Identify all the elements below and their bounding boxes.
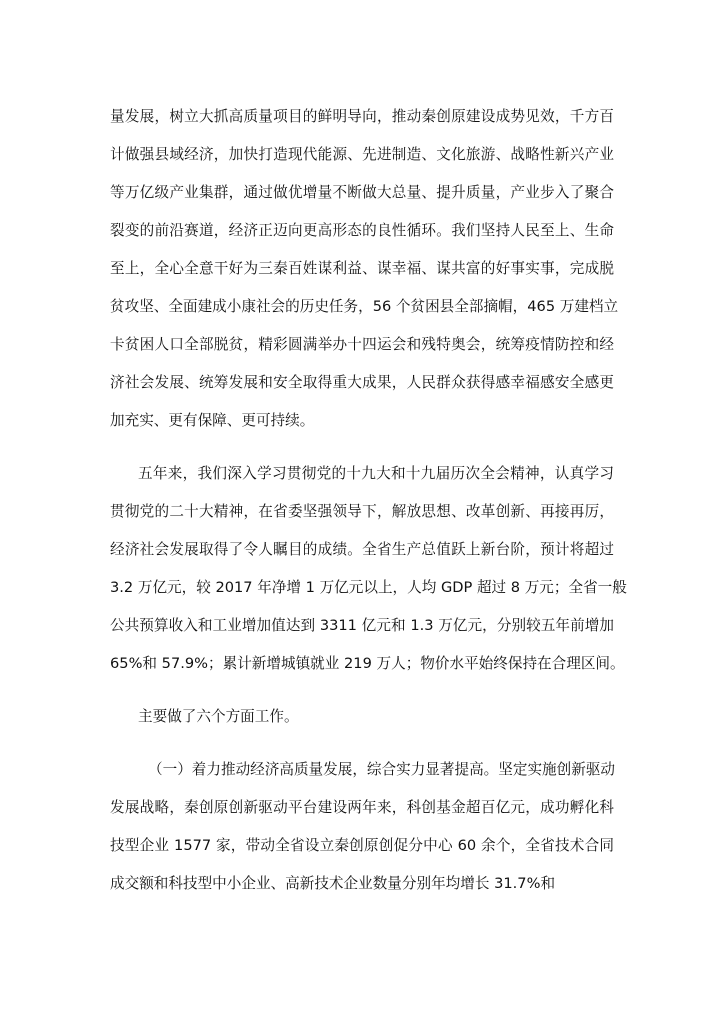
- paragraph-2-line-5: 公共预算收入和工业增加值达到 3311 亿元和 1.3 万亿元，分别较五年前增加: [110, 617, 614, 634]
- paragraph-1-line-7: 卡贫困人口全部脱贫，精彩圆满举办十四运会和残特奥会，统筹疫情防控和经: [110, 336, 614, 353]
- paragraph-1-line-3: 等万亿级产业集群，通过做优增量不断做大总量、提升质量，产业步入了聚合: [110, 184, 614, 201]
- paragraph-1-line-1: 量发展，树立大抓高质量项目的鲜明导向，推动秦创原建设成势见效，千方百: [110, 108, 614, 125]
- paragraph-2-line-2: 贯彻党的二十大精神，在省委坚强领导下，解放思想、改革创新、再接再厉，: [110, 503, 614, 520]
- paragraph-1-line-4: 裂变的前沿赛道，经济正迈向更高形态的良性循环。我们坚持人民至上、生命: [110, 222, 614, 239]
- paragraph-2-line-6: 65%和 57.9%；累计新增城镇就业 219 万人；物价水平始终保持在合理区间。: [110, 655, 625, 672]
- paragraph-4-line-3: 技型企业 1577 家，带动全省设立秦创原创促分中心 60 余个，全省技术合同: [110, 837, 614, 854]
- paragraph-3-line-1: 主要做了六个方面工作。: [138, 708, 299, 725]
- paragraph-4-line-2: 发展战略，秦创原创新驱动平台建设两年来，科创基金超百亿元，成功孵化科: [110, 799, 614, 816]
- paragraph-4-line-1: （一）着力推动经济高质量发展，综合实力显著提高。坚定实施创新驱动: [148, 761, 616, 778]
- paragraph-1-line-6: 贫攻坚、全面建成小康社会的历史任务，56 个贫困县全部摘帽，465 万建档立: [110, 298, 619, 315]
- paragraph-1-line-5: 至上，全心全意干好为三秦百姓谋利益、谋幸福、谋共富的好事实事，完成脱: [110, 260, 614, 277]
- paragraph-2-line-3: 经济社会发展取得了令人瞩目的成绩。全省生产总值跃上新台阶，预计将超过: [110, 541, 614, 558]
- paragraph-2-line-4: 3.2 万亿元，较 2017 年净增 1 万亿元以上，人均 GDP 超过 8 万元；全省一般: [110, 579, 627, 596]
- paragraph-1-line-9: 加充实、更有保障、更可持续。: [110, 412, 315, 429]
- paragraph-2-line-1: 五年来，我们深入学习贯彻党的十九大和十九届历次全会精神，认真学习: [138, 465, 614, 482]
- paragraph-1-line-2: 计做强县域经济，加快打造现代能源、先进制造、文化旅游、战略性新兴产业: [110, 146, 614, 163]
- paragraph-4-line-4: 成交额和科技型中小企业、高新技术企业数量分别年均增长 31.7%和: [110, 875, 556, 892]
- paragraph-1-line-8: 济社会发展、统筹发展和安全取得重大成果，人民群众获得感幸福感安全感更: [110, 374, 614, 391]
